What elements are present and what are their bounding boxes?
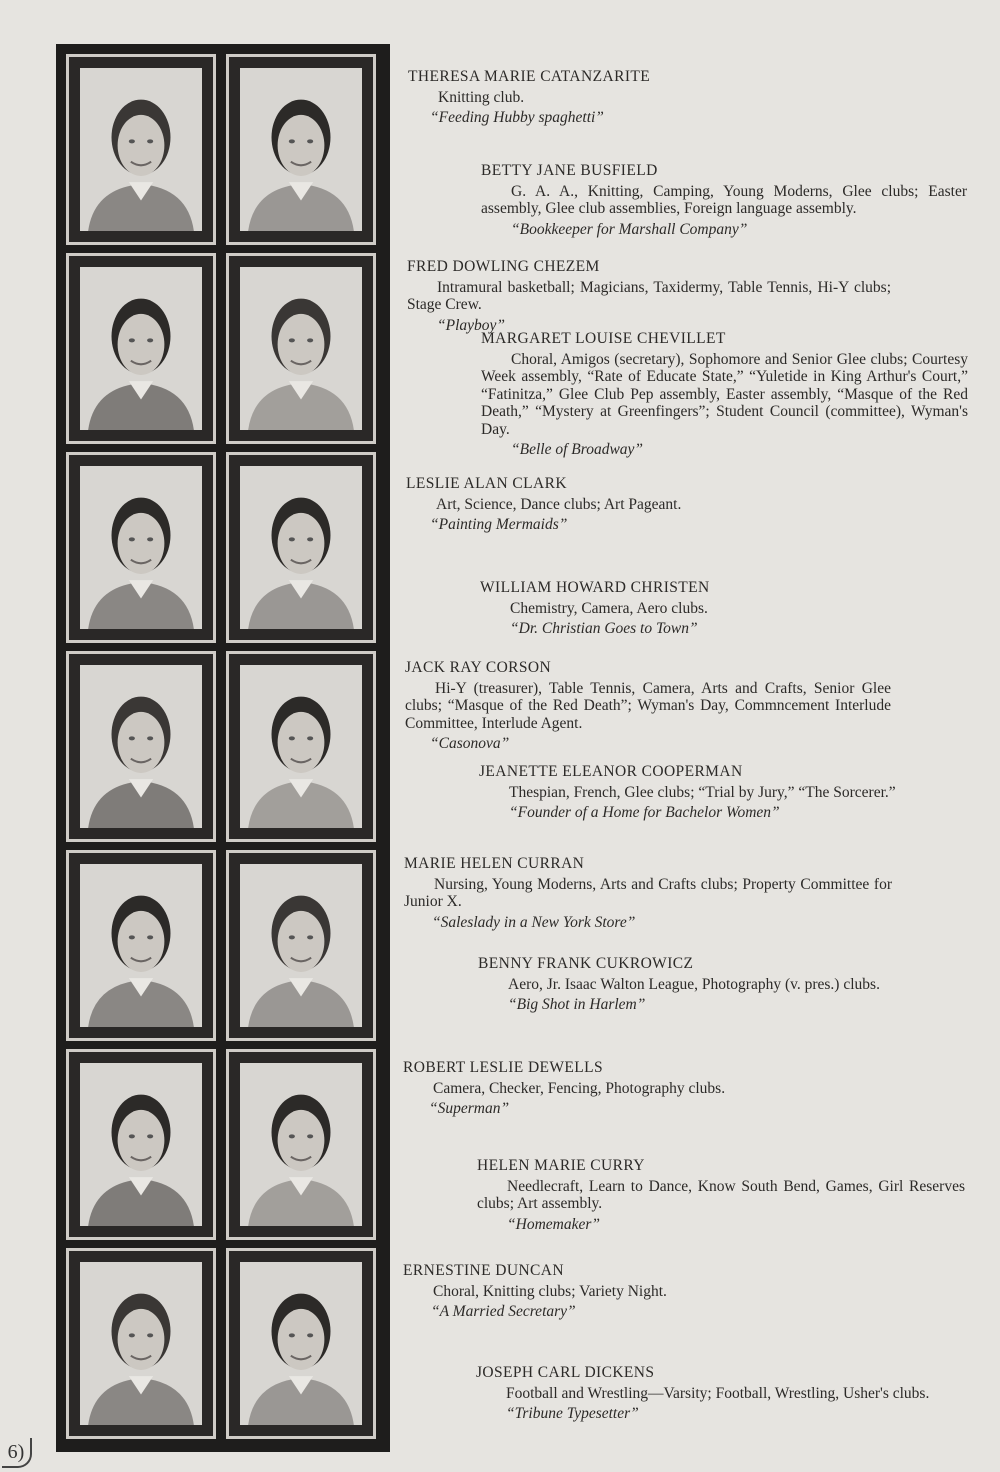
portrait-frame (226, 452, 376, 643)
entry (481, 162, 967, 238)
student-activities: Needlecraft, Learn to Dance, Know South Bend, Games, Girl Reserves clubs; Art assembly. (477, 1177, 965, 1212)
portrait-frame (226, 1049, 376, 1240)
student-activities: Intramural basketball; Magicians, Taxidermy, Table Tennis, Hi-Y clubs; Stage Crew. (407, 278, 891, 313)
student-photo (240, 665, 362, 828)
student-name: BETTY JANE BUSFIELD (481, 162, 658, 179)
student-activities: Choral, Amigos (secretary), Sophomore and Senior Glee clubs; Courtesy Week assembly, “Rate of Educate State,” “Yuletide in King Arthur's Court,” “Fatinitza,” Glee Club Pep assembly, Easter assembly, “Masque of the Red Death,” “Mystery at Greenfingers”; Student Council (committee), Wyman's Day. (481, 350, 968, 438)
student-photo (80, 466, 202, 629)
student-name: JACK RAY CORSON (405, 659, 552, 676)
student-activities: Nursing, Young Moderns, Arts and Crafts clubs; Property Committee for Junior X. (404, 875, 892, 910)
student-activities: Thespian, French, Glee clubs; “Trial by Jury,” “The Sorcerer.” (509, 783, 896, 801)
student-name: HELEN MARIE CURRY (477, 1157, 645, 1174)
student-quote: “Dr. Christian Goes to Town” (510, 620, 698, 637)
entry (408, 68, 948, 127)
student-activities: Hi-Y (treasurer), Table Tennis, Camera, Arts and Crafts, Senior Glee clubs; “Masque of the Red Death”; Wyman's Day, Commncement Interlude Committee, Interlude Agent. (405, 679, 891, 732)
entry (404, 855, 892, 931)
student-quote: “Painting Mermaids” (430, 516, 568, 533)
student-name: THERESA MARIE CATANZARITE (408, 68, 651, 85)
student-quote: “Bookkeeper for Marshall Company” (511, 220, 748, 238)
student-photo (240, 267, 362, 430)
student-name: MARGARET LOUISE CHEVILLET (481, 330, 726, 347)
student-name: JOSEPH CARL DICKENS (476, 1364, 655, 1381)
student-photo (80, 1262, 202, 1425)
student-quote: “Feeding Hubby spaghetti” (430, 109, 604, 126)
portrait-frame (66, 1049, 216, 1240)
student-name: WILLIAM HOWARD CHRISTEN (480, 579, 710, 596)
student-name: FRED DOWLING CHEZEM (407, 258, 600, 275)
entry (479, 763, 966, 822)
student-quote: “Big Shot in Harlem” (508, 996, 646, 1013)
student-photo (240, 1063, 362, 1226)
student-quote: “Founder of a Home for Bachelor Women” (509, 804, 780, 821)
entry (476, 1364, 960, 1423)
portrait-frame (226, 1248, 376, 1439)
student-quote: “Tribune Typesetter” (506, 1405, 639, 1422)
student-activities: Aero, Jr. Isaac Walton League, Photography (v. pres.) clubs. (508, 975, 880, 993)
student-name: BENNY FRANK CUKROWICZ (478, 955, 694, 972)
portrait-frame (66, 850, 216, 1041)
student-activities: G. A. A., Knitting, Camping, Young Moderns, Glee clubs; Easter assembly, Glee club assemblies, Foreign language assembly. (481, 182, 967, 217)
student-photo (80, 864, 202, 1027)
entry (407, 258, 891, 334)
student-photo (80, 68, 202, 231)
portrait-frame (226, 253, 376, 444)
portrait-frame (226, 54, 376, 245)
entry (405, 659, 891, 753)
portrait-frame (66, 54, 216, 245)
student-activities: Art, Science, Dance clubs; Art Pageant. (436, 495, 682, 513)
student-photo (240, 466, 362, 629)
student-photo (240, 68, 362, 231)
student-activities: Choral, Knitting clubs; Variety Night. (433, 1282, 667, 1300)
student-quote: “Belle of Broadway” (511, 441, 644, 458)
student-photo (80, 1063, 202, 1226)
student-photo (240, 864, 362, 1027)
student-quote: “A Married Secretary” (431, 1303, 576, 1320)
student-name: JEANETTE ELEANOR COOPERMAN (479, 763, 743, 780)
portrait-frame (66, 452, 216, 643)
student-photo (80, 665, 202, 828)
student-quote: “Playboy” (437, 316, 506, 334)
portrait-frame (226, 850, 376, 1041)
entry (403, 1262, 943, 1321)
student-quote: “Homemaker” (507, 1215, 600, 1233)
portrait-frame (226, 651, 376, 842)
student-quote: “Superman” (429, 1100, 510, 1117)
entry (477, 1157, 965, 1233)
student-activities: Chemistry, Camera, Aero clubs. (510, 599, 708, 617)
student-name: LESLIE ALAN CLARK (406, 475, 567, 492)
student-quote: “Saleslady in a New York Store” (432, 913, 636, 931)
student-photo (80, 267, 202, 430)
entry (480, 579, 966, 638)
student-activities: Football and Wrestling—Varsity; Football, Wrestling, Usher's clubs. (506, 1384, 930, 1402)
entry (481, 330, 968, 459)
portrait-strip (56, 44, 390, 1452)
student-photo (240, 1262, 362, 1425)
portrait-frame (66, 253, 216, 444)
student-name: ERNESTINE DUNCAN (403, 1262, 564, 1279)
portrait-frame (66, 651, 216, 842)
entry (406, 475, 946, 534)
entry (403, 1059, 943, 1118)
student-name: MARIE HELEN CURRAN (404, 855, 585, 872)
page-number: 6) (2, 1438, 32, 1468)
student-quote: “Casonova” (430, 735, 510, 752)
student-activities: Camera, Checker, Fencing, Photography clubs. (433, 1079, 726, 1097)
student-name: ROBERT LESLIE DEWELLS (403, 1059, 604, 1076)
student-activities: Knitting club. (438, 88, 525, 106)
portrait-frame (66, 1248, 216, 1439)
entry (478, 955, 963, 1014)
